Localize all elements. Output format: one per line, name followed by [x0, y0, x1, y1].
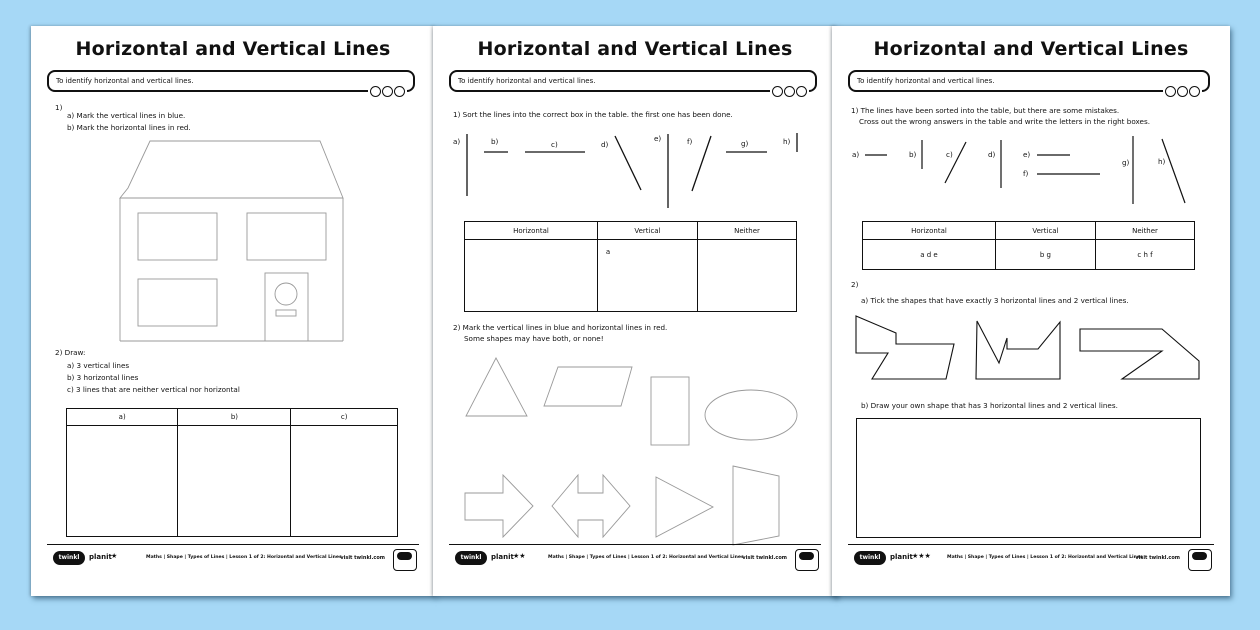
- difficulty-stars-icon: ★★: [513, 552, 526, 560]
- line-label-c: c): [551, 140, 558, 149]
- twinkl-logo: twinkl: [53, 551, 85, 565]
- objective-text: To identify horizontal and vertical lines.: [56, 77, 194, 85]
- line-label-b: b): [909, 150, 917, 159]
- objective-text: To identify horizontal and vertical lines.: [857, 77, 995, 85]
- question-2-line-1: 2) Mark the vertical lines in blue and horizontal lines in red.: [453, 323, 668, 332]
- objective-text: To identify horizontal and vertical lines.: [458, 77, 596, 85]
- table-header-horizontal: Horizontal: [465, 222, 598, 240]
- quality-badge-icon: [1188, 549, 1212, 571]
- question-1-number: 1): [55, 103, 63, 112]
- trapezoid-shape: [733, 466, 779, 545]
- question-2-line-2: Some shapes may have both, or none!: [464, 334, 604, 343]
- table-header: c): [291, 409, 398, 426]
- line-label-d: d): [601, 140, 609, 149]
- question-2b: b) 3 horizontal lines: [67, 373, 139, 382]
- planit-label: planit: [89, 553, 112, 561]
- footer: [47, 544, 419, 575]
- quality-badge-icon: [795, 549, 819, 571]
- quality-badge-icon: [393, 549, 417, 571]
- table-header-vertical: Vertical: [597, 222, 697, 240]
- parallelogram-shape: [544, 367, 632, 406]
- table-cell[interactable]: [67, 426, 178, 537]
- difficulty-stars-icon: ★★★: [912, 552, 931, 560]
- line-label-g: g): [1122, 158, 1130, 167]
- ellipse-shape: [705, 390, 797, 440]
- planit-label: planit: [491, 553, 514, 561]
- question-2-number: 2): [851, 280, 859, 289]
- table-header-vertical: Vertical: [995, 222, 1095, 240]
- table-cell-horizontal[interactable]: a d e: [863, 240, 996, 270]
- twinkl-logo: twinkl: [455, 551, 487, 565]
- line-label-a: a): [852, 150, 860, 159]
- line-label-f: f): [687, 137, 693, 146]
- table-cell-vertical[interactable]: a: [597, 240, 697, 312]
- shape-3: [1080, 329, 1199, 379]
- line-label-g: g): [741, 139, 749, 148]
- double-arrow-shape: [552, 475, 630, 537]
- shape-2: [976, 321, 1060, 379]
- page-title: Horizontal and Vertical Lines: [477, 38, 793, 60]
- worksheet-page-2: [433, 26, 837, 596]
- line-label-d: d): [988, 150, 996, 159]
- question-2b: b) Draw your own shape that has 3 horizontal lines and 2 vertical lines.: [861, 401, 1118, 410]
- website-link[interactable]: visit twinkl.com: [340, 555, 385, 561]
- table-cell-neither[interactable]: c h f: [1096, 240, 1195, 270]
- question-2a: a) Tick the shapes that have exactly 3 horizontal lines and 2 vertical lines.: [861, 296, 1129, 305]
- difficulty-stars-icon: ★: [111, 552, 118, 560]
- question-1-line-2: Cross out the wrong answers in the table and write the letters in the right boxes.: [859, 117, 1151, 126]
- line-label-f: f): [1023, 169, 1029, 178]
- shape-1: [856, 316, 954, 379]
- question-1-line-1: 1) The lines have been sorted into the table, but there are some mistakes.: [851, 106, 1120, 115]
- line-label-e: e): [1023, 150, 1031, 159]
- question-1a: a) Mark the vertical lines in blue.: [67, 111, 186, 120]
- planit-label: planit: [890, 553, 913, 561]
- question-1: 1) Sort the lines into the correct box in the table. the first one has been done.: [453, 110, 733, 119]
- twinkl-logo: twinkl: [854, 551, 886, 565]
- website-link[interactable]: visit twinkl.com: [1135, 555, 1180, 561]
- table-header-neither: Neither: [1096, 222, 1195, 240]
- rectangle-shape: [651, 377, 689, 445]
- table-header-horizontal: Horizontal: [863, 222, 996, 240]
- question-2c: c) 3 lines that are neither vertical nor horizontal: [67, 385, 240, 394]
- triangle-shape: [466, 358, 527, 416]
- line-label-c: c): [946, 150, 953, 159]
- line-label-h: h): [1158, 157, 1166, 166]
- footer: [449, 544, 821, 575]
- arrow-right-shape: [465, 475, 533, 537]
- question-1b: b) Mark the horizontal lines in red.: [67, 123, 191, 132]
- breadcrumb: Maths | Shape | Types of Lines | Lesson 1 of 2: Horizontal and Vertical Lines: [947, 555, 1143, 560]
- line-label-e: e): [654, 134, 662, 143]
- page-title: Horizontal and Vertical Lines: [873, 38, 1189, 60]
- question-2a: a) 3 vertical lines: [67, 361, 130, 370]
- footer: [848, 544, 1214, 575]
- drawing-area[interactable]: [856, 418, 1201, 538]
- table-cell[interactable]: [178, 426, 291, 537]
- table-cell-vertical[interactable]: b g: [995, 240, 1095, 270]
- line-label-a: a): [453, 137, 461, 146]
- drawing-table: [66, 408, 398, 537]
- table-header-neither: Neither: [698, 222, 797, 240]
- table-header: a): [67, 409, 178, 426]
- worksheet-page-3: [832, 26, 1230, 596]
- breadcrumb: Maths | Shape | Types of Lines | Lesson 1 of 2: Horizontal and Vertical Lines: [548, 555, 744, 560]
- line-label-h: h): [783, 137, 791, 146]
- breadcrumb: Maths | Shape | Types of Lines | Lesson 1 of 2: Horizontal and Vertical Lines: [146, 555, 342, 560]
- shapes-to-mark: [433, 26, 837, 596]
- triangle-right-shape: [656, 477, 713, 537]
- line-label-b: b): [491, 137, 499, 146]
- worksheet-page-1: [31, 26, 435, 596]
- page-title: Horizontal and Vertical Lines: [75, 38, 391, 60]
- table-header: b): [178, 409, 291, 426]
- website-link[interactable]: visit twinkl.com: [742, 555, 787, 561]
- table-cell[interactable]: [291, 426, 398, 537]
- question-2-number: 2) Draw:: [55, 348, 86, 357]
